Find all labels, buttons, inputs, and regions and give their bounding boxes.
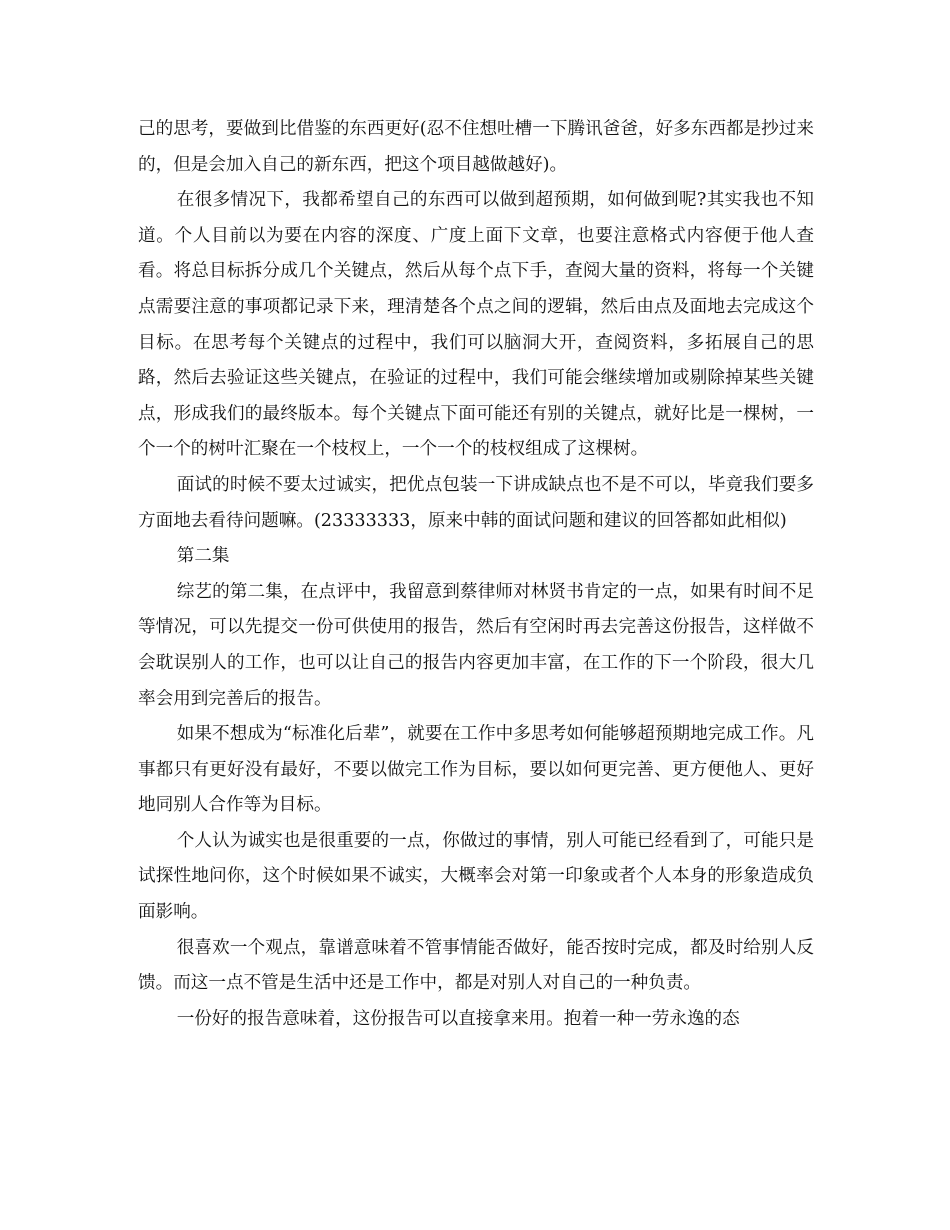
paragraph-episode-two-review: 综艺的第二集，在点评中，我留意到蔡律师对林贤书肯定的一点，如果有时间不足等情况，可以先提交一份可供使用的报告，然后有空闲时再去完善这份报告，这样做不会耽误别人的工作，也可以让自己的报告内容更加丰富，在工作的下一个阶段，很大几率会用到完善后的报告。 (138, 581, 814, 709)
paragraph-continued: 己的思考，要做到比借鉴的东西更好(忍不住想吐槽一下腾讯爸爸，好多东西都是抄过来的，但是会加入自己的新东西，把这个项目越做越好)。 (138, 119, 814, 175)
paragraph-interview-honesty: 面试的时候不要太过诚实，把优点包装一下讲成缺点也不是不可以，毕竟我们要多方面地去看待问题嘛。(23333333，原来中韩的面试问题和建议的回答都如此相似) (138, 474, 814, 531)
paragraph-honesty: 个人认为诚实也是很重要的一点，你做过的事情，别人可能已经看到了，可能只是试探性地问你，这个时候如果不诚实，大概率会对第一印象或者个人本身的形象造成负面影响。 (138, 830, 814, 923)
paragraph-standard-junior: 如果不想成为“标准化后辈”，就要在工作中多思考如何能够超预期地完成工作。凡事都只有更好没有最好，不要以做完工作为目标，要以如何更完善、更方便他人、更好地同别人合作等为目标。 (138, 724, 814, 816)
paragraph-exceed-expectations: 在很多情况下，我都希望自己的东西可以做到超预期，如何做到呢?其实我也不知道。个人目前以为要在内容的深度、广度上面下文章，也要注意格式内容便于他人查看。将总目标拆分成几个关键点，然后从每个点下手，查阅大量的资料，将每一个关键点需要注意的事项都记录下来，理清楚各个点之间的逻辑，然后由点及面地去完成这个目标。在思考每个关键点的过程中，我们可以脑洞大开，查阅资料，多拓展自己的思路，然后去验证这些关键点，在验证的过程中，我们可能会继续增加或剔除掉某些关键点，形成我们的最终版本。每个关键点下面可能还有别的关键点，就好比是一棵树，一个一个的树叶汇聚在一个枝杈上，一个一个的枝杈组成了这棵树。 (138, 190, 814, 460)
document-page (138, 112, 814, 1037)
paragraph-good-report: 一份好的报告意味着，这份报告可以直接拿来用。抱着一种一劳永逸的态 (176, 1008, 740, 1029)
section-heading-episode-two: 第二集 (176, 546, 230, 567)
paragraph-reliability: 很喜欢一个观点，靠谱意味着不管事情能否做好，能否按时完成，都及时给别人反馈。而这一点不管是生活中还是工作中，都是对别人对自己的一种负责。 (138, 937, 814, 994)
